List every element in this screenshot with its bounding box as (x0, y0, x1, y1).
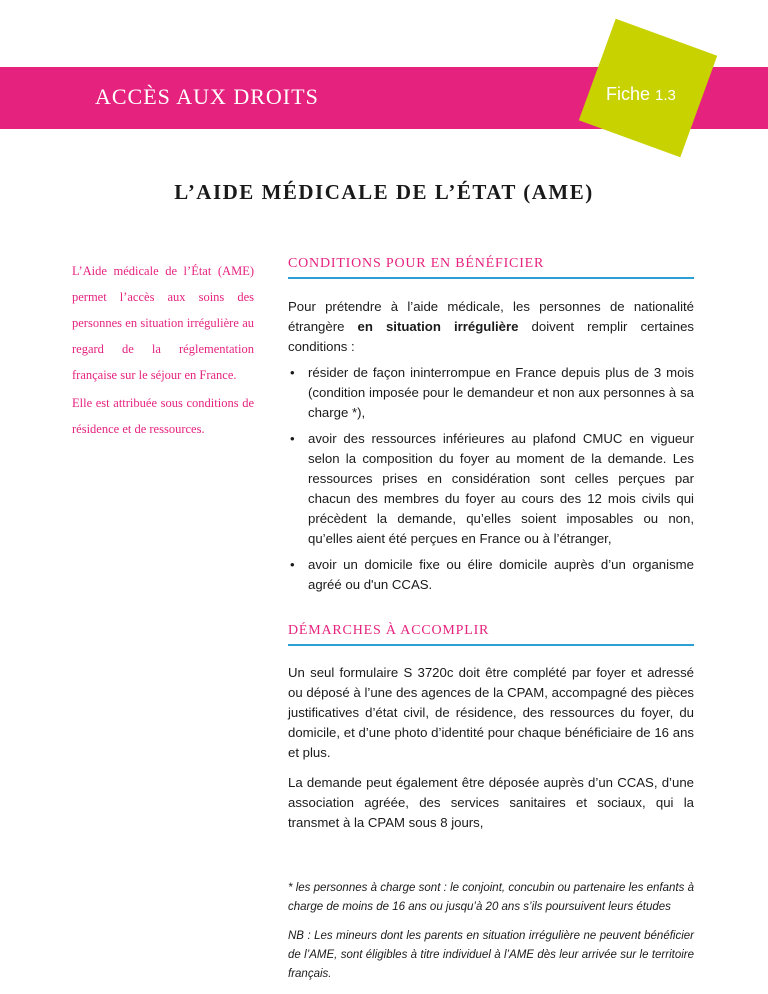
demarches-heading: DÉMARCHES À ACCOMPLIR (288, 623, 694, 646)
list-item: • résider de façon ininterrompue en France depuis plus de 3 mois (condition imposée pour le demandeur et non aux personnes à sa charge *), (288, 363, 694, 423)
intro-sidebar (72, 258, 254, 444)
conditions-list (288, 363, 694, 595)
footnote-nb: NB : Les mineurs dont les parents en situation irrégulière ne peuvent bénéficier de l’AME, sont éligibles à titre individuel à l’AME dès leur arrivée sur le territoire français. (288, 930, 694, 980)
fiche-word: Fiche (606, 84, 651, 104)
fiche-number: 1.3 (655, 87, 676, 104)
section-title: ACCÈS AUX DROITS (95, 84, 319, 109)
page-title: L’AIDE MÉDICALE DE L’ÉTAT (AME) (174, 180, 594, 204)
conditions-intro-bold: en situation irrégulière (357, 319, 519, 334)
footnote: * les personnes à charge sont : le conjoint, concubin ou partenaire les enfants à charge de moins de 16 ans ou jusqu’à 20 ans s’ils poursuivent leurs études (288, 882, 694, 913)
intro-paragraph: L’Aide médicale de l’État (AME) permet l’accès aux soins des personnes en situation irrégulière au regard de la réglementation française sur le séjour en France. (72, 264, 254, 382)
demarches-paragraph: La demande peut également être déposée auprès d’un CCAS, d’une association agréée, des services sanitaires et sociaux, qui la transmet à la CPAM sous 8 jours, (288, 775, 694, 830)
list-item: • avoir un domicile fixe ou élire domicile auprès d’un organisme agréé ou d'un CCAS. (288, 555, 694, 595)
conditions-heading: CONDITIONS POUR EN BÉNÉFICIER (288, 256, 694, 279)
conditions-intro-before: Pour prétendre à l’aide médicale, les personnes de nationalité étrangère (288, 299, 694, 334)
demarches-paragraph: Un seul formulaire S 3720c doit être complété par foyer et adressé ou déposé à l’une des agences de la CPAM, accompagné des pièces justificatives d’état civil, de résidence, des ressources du foyer, du domicile, et d’une photo d’identité pour chaque bénéficiaire de 16 ans et plus. (288, 665, 694, 760)
fiche-label (606, 84, 676, 105)
main-content (288, 256, 694, 984)
list-item: • avoir des ressources inférieures au plafond CMUC en vigueur selon la composition du foyer au moment de la demande. Les ressources prises en considération sont celles perçues par chacun des membres du foyer au cours des 12 mois civils qui précèdent la demande, qu’elles soient imposables ou non, qu’elles aient été perçues en France ou à l’étranger, (288, 429, 694, 549)
conditions-intro-after: doivent remplir certaines conditions : (288, 319, 694, 354)
conditions-intro (288, 297, 694, 357)
intro-paragraph: Elle est attribuée sous conditions de résidence et de ressources. (72, 396, 254, 436)
